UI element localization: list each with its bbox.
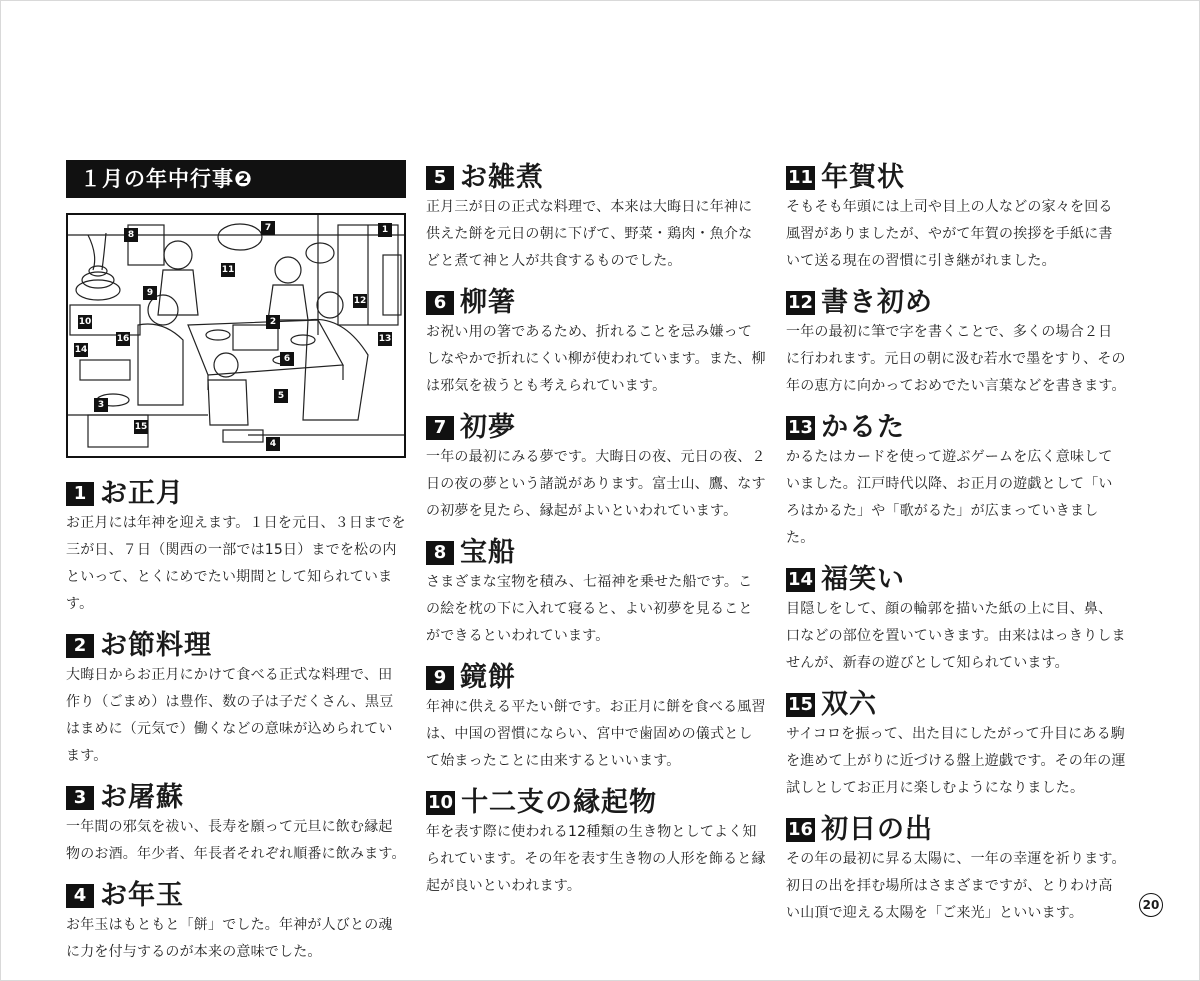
column-right [786, 160, 1126, 927]
section-body: 年神に供える平たい餅です。お正月に餅を食べる風習は、中国の習慣にならい、宮中で歯固めの儀式として始まったことに由来するといいます。 [426, 699, 766, 769]
callout-1: 1 [378, 223, 392, 237]
section-takarabune [426, 535, 766, 650]
section-heading [786, 562, 1126, 596]
section-otoshidama [66, 878, 406, 966]
section-karuta [786, 410, 1126, 552]
section-body: その年の最初に昇る太陽に、一年の幸運を祈ります。初日の出を拝む場所はさまざまですが、とりわけ高い山頂で迎える太陽を「ご来光」といいます。 [786, 851, 1126, 921]
section-title: お正月 [100, 478, 184, 509]
section-body: 大晦日からお正月にかけて食べる正式な料理で、田作り（ごまめ）は豊作、数の子は子だくさん、黒豆はまめに（元気で）働くなどの意味が込められています。 [66, 667, 394, 764]
section-yanagibashi [426, 285, 766, 400]
section-otoso [66, 780, 406, 868]
callout-12: 12 [353, 296, 367, 306]
section-title: 柳箸 [460, 287, 516, 318]
section-hatsuyume [426, 410, 766, 525]
callout-5: 5 [274, 389, 288, 403]
section-heading [66, 476, 406, 510]
section-title: 双六 [821, 689, 878, 720]
section-number: 15 [788, 694, 814, 715]
section-body: 一年の最初にみる夢です。大晦日の夜、元日の夜、２日の夜の夢という諸説があります。富士山、鷹、なすの初夢を見たら、縁起がよいといわれています。 [426, 449, 766, 519]
section-heading [786, 285, 1126, 319]
section-body: 一年の最初に筆で字を書くことで、多くの場合２日に行われます。元日の朝に汲む若水で墨をすり、その年の恵方に向かっておめでたい言葉などを書きます。 [786, 324, 1126, 394]
section-number: 1 [66, 482, 94, 506]
section-title: お節料理 [100, 630, 212, 661]
section-oshogatsu [66, 476, 406, 618]
section-kagamimochi [426, 660, 766, 775]
section-title: 十二支の縁起物 [461, 787, 658, 818]
section-number: 2 [66, 634, 94, 658]
section-number: 11 [788, 167, 814, 188]
section-junishi [426, 785, 766, 900]
section-ozoni [426, 160, 766, 275]
section-fukuwarai [786, 562, 1126, 677]
section-title: 宝船 [460, 537, 516, 568]
section-body: お正月には年神を迎えます。１日を元日、３日までを三が日、７日（関西の一部では15日）までを松の内といって、とくにめでたい期間として知られています。 [66, 515, 406, 612]
section-nengajo [786, 160, 1126, 275]
section-title: 初夢 [460, 412, 516, 443]
section-title: 初日の出 [821, 814, 934, 845]
section-body: 年を表す際に使われる12種類の生き物としてよく知られています。その年を表す生き物の人形を飾ると縁起が良いといわれます。 [426, 824, 766, 894]
callout-9: 9 [143, 286, 157, 300]
callout-14: 14 [74, 345, 88, 355]
section-body: お年玉はもともと「餅」でした。年神が人びとの魂に力を付与するのが本来の意味でした。 [66, 917, 393, 960]
section-number: 6 [426, 291, 454, 315]
callout-8: 8 [124, 228, 138, 242]
section-body: お祝い用の箸であるため、折れることを忌み嫌ってしなやかで折れにくい柳が使われています。また、柳は邪気を祓うとも考えられています。 [426, 324, 766, 394]
section-title: お雑煮 [460, 162, 544, 193]
section-number: 12 [788, 292, 814, 313]
section-heading [786, 687, 1126, 721]
section-number: 16 [788, 819, 814, 840]
section-body: さまざまな宝物を積み、七福神を乗せた船です。この絵を枕の下に入れて寝ると、よい初夢を見ることができるといわれています。 [426, 574, 753, 644]
section-number: 14 [788, 569, 814, 590]
section-hatsuhinode [786, 812, 1126, 927]
section-body: 一年間の邪気を祓い、長寿を願って元旦に飲む縁起物のお酒。年少者、年長者それぞれ順番に飲みます。 [66, 819, 406, 862]
section-heading [786, 812, 1126, 846]
callout-13: 13 [378, 334, 392, 344]
section-title: 書き初め [821, 287, 934, 318]
section-heading [66, 780, 406, 814]
callout-15: 15 [134, 422, 148, 432]
section-heading [786, 410, 1126, 444]
section-number: 3 [66, 786, 94, 810]
section-sugoroku [786, 687, 1126, 802]
section-osechi [66, 628, 406, 770]
callout-7: 7 [261, 221, 275, 235]
column-middle [426, 160, 766, 900]
page-number: 20 [1139, 893, 1163, 917]
callout-10: 10 [78, 317, 92, 327]
section-body: 目隠しをして、顔の輪郭を描いた紙の上に目、鼻、口などの部位を置いていきます。由来ははっきりしませんが、新春の遊びとして知られています。 [786, 601, 1126, 671]
section-heading [66, 878, 406, 912]
section-heading [426, 785, 766, 819]
callout-2: 2 [266, 315, 280, 329]
section-number: 10 [428, 792, 454, 813]
section-title: 福笑い [821, 564, 906, 595]
page-title: １月の年中行事❷ [66, 160, 406, 198]
callout-4: 4 [266, 437, 280, 451]
section-heading [426, 660, 766, 694]
section-title: 年賀状 [821, 162, 906, 193]
section-body: サイコロを振って、出た目にしたがって升目にある駒を進めて上がりに近づける盤上遊戯です。その年の運試しとしてお正月に楽しむようになりました。 [786, 726, 1126, 796]
section-number: 13 [788, 417, 814, 438]
callout-11: 11 [221, 265, 235, 275]
section-number: 8 [426, 541, 454, 565]
section-number: 7 [426, 416, 454, 440]
section-body: 正月三が日の正式な料理で、本来は大晦日に年神に供えた餅を元日の朝に下げて、野菜・鶏肉・魚介などと煮て神と人が共食するものでした。 [426, 199, 753, 269]
section-heading [786, 160, 1126, 194]
section-number: 5 [426, 166, 454, 190]
new-year-illustration [66, 213, 406, 458]
section-heading [66, 628, 406, 662]
callout-6: 6 [280, 352, 294, 366]
section-title: かるた [821, 412, 906, 443]
section-heading [426, 160, 766, 194]
section-title: 鏡餅 [460, 662, 516, 693]
section-body: そもそも年頭には上司や目上の人などの家々を回る風習がありましたが、やがて年賀の挨拶を手紙に書いて送る現在の習慣に引き継がれました。 [786, 199, 1113, 269]
section-number: 9 [426, 666, 454, 690]
section-heading [426, 285, 766, 319]
section-body: かるたはカードを使って遊ぶゲームを広く意味していました。江戸時代以降、お正月の遊戯として「いろはかるた」や「歌がるた」が広まっていきました。 [786, 449, 1113, 546]
column-left [66, 160, 406, 966]
section-heading [426, 410, 766, 444]
callout-3: 3 [94, 398, 108, 412]
callout-16: 16 [116, 334, 130, 344]
section-title: お年玉 [100, 880, 184, 911]
section-title: お屠蘇 [100, 782, 184, 813]
section-kakizome [786, 285, 1126, 400]
section-heading [426, 535, 766, 569]
section-number: 4 [66, 884, 94, 908]
